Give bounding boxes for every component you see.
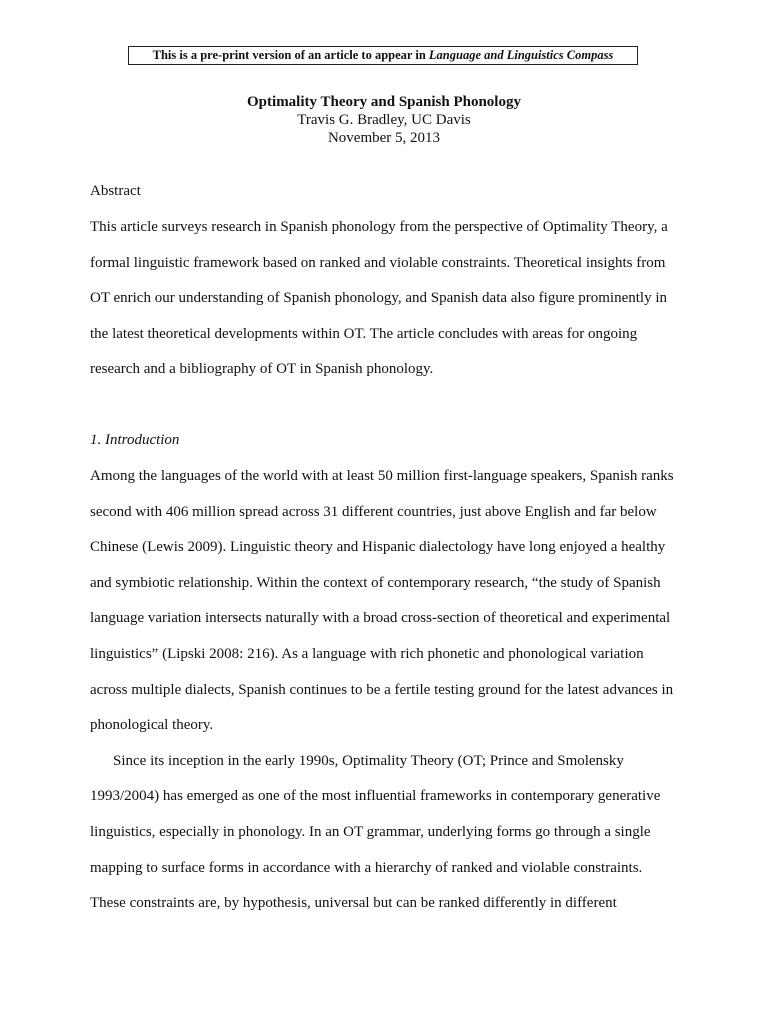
abstract-line: formal linguistic framework based on ranked and violable constraints. Theoretical insights from <box>90 254 666 271</box>
preprint-notice-text: This is a pre-print version of an article to appear in <box>152 48 429 62</box>
journal-name: Language and Linguistics Compass <box>428 48 614 62</box>
introduction-heading: 1. Introduction <box>90 432 180 448</box>
intro-line: linguistics” (Lipski 2008: 216). As a language with rich phonetic and phonological variation <box>90 645 644 662</box>
abstract-line: research and a bibliography of OT in Spanish phonology. <box>90 361 434 378</box>
intro-line: mapping to surface forms in accordance with a hierarchy of ranked and violable constraints. <box>90 859 643 876</box>
abstract-heading: Abstract <box>90 183 141 199</box>
abstract-line: OT enrich our understanding of Spanish phonology, and Spanish data also figure prominently in <box>90 290 667 307</box>
intro-line: and symbiotic relationship. Within the context of contemporary research, “the study of Spanish <box>90 574 661 591</box>
intro-line: 1993/2004) has emerged as one of the most influential frameworks in contemporary generative <box>90 788 661 805</box>
abstract-line: the latest theoretical developments within OT. The article concludes with areas for ongoing <box>90 325 638 342</box>
introduction-text <box>90 459 690 922</box>
abstract-line: This article surveys research in Spanish phonology from the perspective of Optimality Theory, a <box>90 219 668 235</box>
intro-line: Among the languages of the world with at least 50 million first-language speakers, Spanish ranks <box>90 468 674 484</box>
intro-line: language variation intersects naturally with a broad cross-section of theoretical and experimental <box>90 610 671 627</box>
intro-line: Since its inception in the early 1990s, Optimality Theory (OT; Prince and Smolensky <box>113 752 624 769</box>
article-date: November 5, 2013 <box>327 130 441 146</box>
intro-line: phonological theory. <box>90 717 214 734</box>
abstract-text <box>90 210 690 388</box>
article-title: Optimality Theory and Spanish Phonology <box>247 94 521 110</box>
preprint-notice <box>128 46 638 65</box>
intro-line: second with 406 million spread across 31 different countries, just above English and far below <box>90 503 657 520</box>
intro-line: These constraints are, by hypothesis, universal but can be ranked differently in different <box>90 895 617 912</box>
article-author: Travis G. Bradley, UC Davis <box>297 112 471 128</box>
intro-line: across multiple dialects, Spanish continues to be a fertile testing ground for the latest advances in <box>90 681 674 698</box>
intro-line: Chinese (Lewis 2009). Linguistic theory and Hispanic dialectology have long enjoyed a healthy <box>90 539 666 556</box>
intro-line: linguistics, especially in phonology. In an OT grammar, underlying forms go through a single <box>90 823 651 840</box>
